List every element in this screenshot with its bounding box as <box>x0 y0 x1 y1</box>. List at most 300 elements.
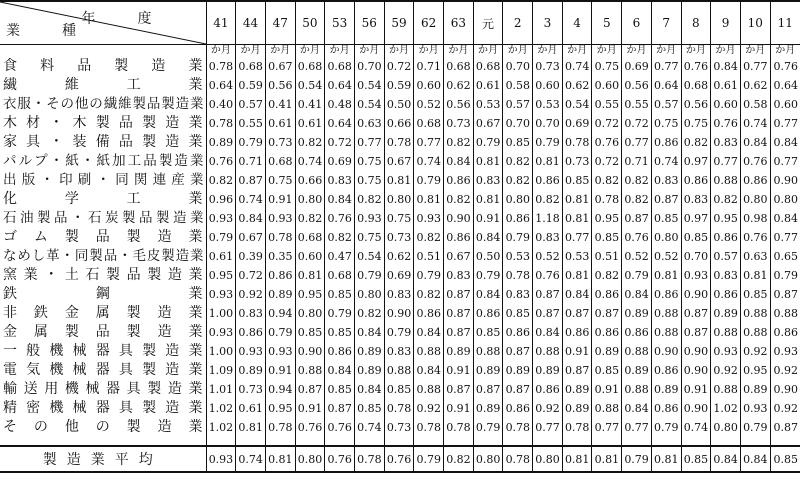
value-cell: 0.91 <box>562 342 592 361</box>
spacer-row <box>0 437 800 446</box>
value-cell: 0.76 <box>740 228 770 247</box>
value-cell: 1.02 <box>206 399 236 418</box>
value-cell: 1.00 <box>206 342 236 361</box>
unit-label: か月 <box>473 45 503 58</box>
unit-label: か月 <box>740 45 770 58</box>
value-cell: 0.62 <box>562 76 592 95</box>
table-row <box>0 152 800 171</box>
value-cell: 0.83 <box>236 304 266 323</box>
unit-row <box>0 45 800 58</box>
value-cell: 0.76 <box>325 209 355 228</box>
value-cell: 0.66 <box>295 171 325 190</box>
value-cell: 1.18 <box>533 209 563 228</box>
value-cell: 0.87 <box>444 323 474 342</box>
spacer-cell <box>651 437 681 446</box>
value-cell: 0.77 <box>651 57 681 76</box>
value-cell: 0.71 <box>414 57 444 76</box>
value-cell: 0.63 <box>740 247 770 266</box>
value-cell: 0.94 <box>265 380 295 399</box>
value-cell: 0.86 <box>651 285 681 304</box>
value-cell: 0.81 <box>414 190 444 209</box>
value-cell: 0.95 <box>711 209 741 228</box>
value-cell: 0.91 <box>265 190 295 209</box>
value-cell: 0.55 <box>592 95 622 114</box>
value-cell: 0.82 <box>681 133 711 152</box>
row-axis-label: 業 種 <box>6 23 90 39</box>
value-cell: 0.88 <box>592 399 622 418</box>
value-cell: 0.79 <box>206 228 236 247</box>
value-cell: 0.54 <box>354 95 384 114</box>
value-cell: 0.61 <box>473 76 503 95</box>
value-cell: 0.82 <box>444 133 474 152</box>
value-cell: 0.84 <box>622 285 652 304</box>
unit-label: か月 <box>681 45 711 58</box>
industry-name: 窯業・土石製品製造業 <box>3 267 203 283</box>
value-cell: 0.91 <box>444 361 474 380</box>
value-cell: 0.76 <box>533 266 563 285</box>
value-cell: 0.70 <box>681 247 711 266</box>
value-cell: 0.91 <box>265 361 295 380</box>
year-header: 59 <box>384 1 414 45</box>
average-value-cell: 0.80 <box>533 446 563 472</box>
value-cell: 0.70 <box>354 57 384 76</box>
value-cell: 0.89 <box>562 399 592 418</box>
value-cell: 0.89 <box>265 285 295 304</box>
value-cell: 0.68 <box>681 76 711 95</box>
value-cell: 0.93 <box>206 209 236 228</box>
average-value-cell: 0.81 <box>265 446 295 472</box>
value-cell: 0.80 <box>711 418 741 437</box>
value-cell: 0.74 <box>414 152 444 171</box>
average-value-cell: 0.81 <box>562 446 592 472</box>
value-cell: 0.69 <box>622 57 652 76</box>
value-cell: 0.73 <box>236 380 266 399</box>
average-value-cell: 0.79 <box>414 446 444 472</box>
value-cell: 0.75 <box>354 228 384 247</box>
average-value-cell: 0.74 <box>236 446 266 472</box>
value-cell: 0.91 <box>295 399 325 418</box>
value-cell: 0.60 <box>533 76 563 95</box>
value-cell: 0.58 <box>740 95 770 114</box>
year-header: 3 <box>533 1 563 45</box>
industry-name: ゴム製品製造業 <box>3 229 203 245</box>
unit-label: か月 <box>770 45 800 58</box>
value-cell: 0.87 <box>325 399 355 418</box>
year-header: 63 <box>444 1 474 45</box>
spacer-cell <box>414 437 444 446</box>
value-cell: 0.81 <box>533 152 563 171</box>
value-cell: 0.78 <box>265 418 295 437</box>
industry-name: なめし革・同製品・毛皮製造業 <box>3 248 203 264</box>
value-cell: 0.87 <box>562 304 592 323</box>
value-cell: 0.86 <box>325 342 355 361</box>
value-cell: 0.81 <box>562 266 592 285</box>
industry-name: 家具・装備品製造業 <box>3 134 203 150</box>
value-cell: 0.86 <box>711 285 741 304</box>
value-cell: 0.56 <box>681 95 711 114</box>
value-cell: 0.80 <box>740 190 770 209</box>
value-cell: 0.61 <box>206 247 236 266</box>
value-cell: 0.60 <box>295 247 325 266</box>
value-cell: 0.84 <box>562 285 592 304</box>
value-cell: 0.90 <box>681 361 711 380</box>
value-cell: 0.88 <box>711 380 741 399</box>
value-cell: 0.68 <box>295 228 325 247</box>
value-cell: 0.82 <box>503 171 533 190</box>
value-cell: 0.87 <box>592 304 622 323</box>
value-cell: 0.82 <box>206 171 236 190</box>
value-cell: 0.79 <box>473 266 503 285</box>
average-value-cell: 0.84 <box>711 446 741 472</box>
value-cell: 0.87 <box>473 380 503 399</box>
industry-name: 出版・印刷・同関連産業 <box>3 172 203 188</box>
value-cell: 0.89 <box>354 361 384 380</box>
value-cell: 0.80 <box>770 190 800 209</box>
value-cell: 0.90 <box>444 209 474 228</box>
spacer-cell <box>473 437 503 446</box>
unit-label: か月 <box>295 45 325 58</box>
value-cell: 0.64 <box>206 76 236 95</box>
value-cell: 0.77 <box>414 133 444 152</box>
value-cell: 0.52 <box>651 247 681 266</box>
value-cell: 0.85 <box>592 228 622 247</box>
value-cell: 0.50 <box>384 95 414 114</box>
value-cell: 0.87 <box>562 361 592 380</box>
value-cell: 0.74 <box>740 114 770 133</box>
table-row <box>0 95 800 114</box>
value-cell: 0.73 <box>384 228 414 247</box>
value-cell: 0.82 <box>592 266 622 285</box>
value-cell: 0.95 <box>592 209 622 228</box>
value-cell: 0.68 <box>265 152 295 171</box>
industry-name: 精密機械器具製造業 <box>3 400 203 416</box>
value-cell: 0.69 <box>325 152 355 171</box>
value-cell: 0.79 <box>265 323 295 342</box>
unit-label: か月 <box>206 45 236 58</box>
value-cell: 0.84 <box>325 361 355 380</box>
value-cell: 0.91 <box>444 399 474 418</box>
value-cell: 0.54 <box>295 76 325 95</box>
spacer-cell <box>236 437 266 446</box>
value-cell: 0.56 <box>265 76 295 95</box>
value-cell: 0.86 <box>533 171 563 190</box>
value-cell: 0.53 <box>503 247 533 266</box>
value-cell: 0.81 <box>740 266 770 285</box>
average-value-cell: 0.93 <box>206 446 236 472</box>
value-cell: 0.81 <box>562 190 592 209</box>
value-cell: 0.82 <box>295 133 325 152</box>
value-cell: 0.79 <box>354 266 384 285</box>
value-cell: 0.72 <box>384 57 414 76</box>
spacer-cell <box>681 437 711 446</box>
value-cell: 0.76 <box>740 152 770 171</box>
value-cell: 0.77 <box>711 152 741 171</box>
spacer-cell <box>295 437 325 446</box>
value-cell: 0.82 <box>444 190 474 209</box>
value-cell: 0.89 <box>651 380 681 399</box>
value-cell: 0.74 <box>295 152 325 171</box>
value-cell: 0.83 <box>711 133 741 152</box>
value-cell: 0.79 <box>770 266 800 285</box>
value-cell: 0.76 <box>295 418 325 437</box>
industry-name: 非鉄金属製造業 <box>3 305 203 321</box>
value-cell: 0.84 <box>711 57 741 76</box>
value-cell: 0.41 <box>265 95 295 114</box>
value-cell: 0.51 <box>592 247 622 266</box>
value-cell: 0.50 <box>473 247 503 266</box>
industry-name: 繊維工業 <box>3 77 203 93</box>
value-cell: 0.86 <box>473 304 503 323</box>
value-cell: 0.81 <box>651 266 681 285</box>
value-cell: 0.53 <box>562 247 592 266</box>
unit-label: か月 <box>354 45 384 58</box>
value-cell: 0.98 <box>740 209 770 228</box>
value-cell: 0.77 <box>592 418 622 437</box>
value-cell: 0.47 <box>325 247 355 266</box>
value-cell: 0.82 <box>295 209 325 228</box>
value-cell: 0.92 <box>533 399 563 418</box>
industry-name: 電気機械器具製造業 <box>3 362 203 378</box>
value-cell: 0.78 <box>265 228 295 247</box>
value-cell: 0.74 <box>354 418 384 437</box>
year-header: 62 <box>414 1 444 45</box>
header-row <box>0 1 800 45</box>
value-cell: 0.84 <box>740 133 770 152</box>
table-row <box>0 304 800 323</box>
average-value-cell: 0.82 <box>444 446 474 472</box>
value-cell: 0.81 <box>473 152 503 171</box>
value-cell: 0.74 <box>681 418 711 437</box>
value-cell: 0.88 <box>651 304 681 323</box>
value-cell: 0.64 <box>325 76 355 95</box>
value-cell: 0.75 <box>354 171 384 190</box>
value-cell: 0.67 <box>236 228 266 247</box>
value-cell: 0.64 <box>651 76 681 95</box>
value-cell: 0.92 <box>414 399 444 418</box>
value-cell: 0.77 <box>562 228 592 247</box>
spacer-cell <box>740 437 770 446</box>
value-cell: 0.84 <box>533 323 563 342</box>
value-cell: 0.84 <box>473 285 503 304</box>
value-cell: 0.89 <box>444 342 474 361</box>
value-cell: 0.92 <box>711 361 741 380</box>
value-cell: 0.84 <box>414 323 444 342</box>
value-cell: 1.00 <box>206 304 236 323</box>
value-cell: 0.90 <box>770 171 800 190</box>
value-cell: 0.66 <box>384 114 414 133</box>
value-cell: 0.78 <box>384 399 414 418</box>
value-cell: 0.87 <box>444 285 474 304</box>
value-cell: 0.88 <box>740 304 770 323</box>
value-cell: 0.68 <box>414 114 444 133</box>
value-cell: 0.74 <box>562 57 592 76</box>
value-cell: 0.75 <box>265 171 295 190</box>
value-cell: 0.85 <box>354 399 384 418</box>
value-cell: 0.79 <box>740 418 770 437</box>
value-cell: 0.79 <box>414 266 444 285</box>
value-cell: 0.95 <box>265 399 295 418</box>
value-cell: 0.69 <box>562 114 592 133</box>
unit-label: か月 <box>711 45 741 58</box>
year-header: 56 <box>354 1 384 45</box>
value-cell: 0.63 <box>354 114 384 133</box>
value-cell: 0.75 <box>354 152 384 171</box>
value-cell: 0.88 <box>740 323 770 342</box>
unit-label: か月 <box>533 45 563 58</box>
value-cell: 0.89 <box>592 342 622 361</box>
value-cell: 0.81 <box>473 190 503 209</box>
value-cell: 0.88 <box>533 342 563 361</box>
value-cell: 0.90 <box>384 304 414 323</box>
value-cell: 0.86 <box>444 171 474 190</box>
value-cell: 0.87 <box>622 209 652 228</box>
value-cell: 0.82 <box>414 285 444 304</box>
value-cell: 0.81 <box>236 418 266 437</box>
industry-name: 衣服・その他の繊維製品製造業 <box>3 96 203 112</box>
value-cell: 0.39 <box>236 247 266 266</box>
value-cell: 0.86 <box>622 323 652 342</box>
unit-label: か月 <box>444 45 474 58</box>
table-row <box>0 285 800 304</box>
value-cell: 0.85 <box>503 304 533 323</box>
value-cell: 0.82 <box>354 190 384 209</box>
value-cell: 1.02 <box>711 399 741 418</box>
average-value-cell: 0.78 <box>354 446 384 472</box>
value-cell: 0.87 <box>503 342 533 361</box>
value-cell: 0.86 <box>770 323 800 342</box>
value-cell: 0.60 <box>592 76 622 95</box>
value-cell: 0.71 <box>622 152 652 171</box>
average-row <box>0 446 800 472</box>
value-cell: 0.62 <box>740 76 770 95</box>
value-cell: 0.77 <box>622 133 652 152</box>
value-cell: 0.70 <box>503 114 533 133</box>
value-cell: 0.81 <box>562 209 592 228</box>
unit-label: か月 <box>384 45 414 58</box>
value-cell: 0.77 <box>770 114 800 133</box>
unit-label: か月 <box>325 45 355 58</box>
value-cell: 0.76 <box>770 57 800 76</box>
value-cell: 0.78 <box>562 133 592 152</box>
industry-name: 金属製品製造業 <box>3 324 203 340</box>
value-cell: 0.80 <box>354 285 384 304</box>
value-cell: 0.93 <box>236 342 266 361</box>
value-cell: 0.92 <box>236 285 266 304</box>
value-cell: 0.92 <box>770 361 800 380</box>
value-cell: 1.09 <box>206 361 236 380</box>
value-cell: 0.87 <box>651 190 681 209</box>
value-cell: 0.64 <box>770 76 800 95</box>
value-cell: 0.73 <box>533 57 563 76</box>
value-cell: 0.82 <box>622 190 652 209</box>
value-cell: 0.80 <box>651 228 681 247</box>
value-cell: 0.51 <box>414 247 444 266</box>
value-cell: 0.79 <box>384 323 414 342</box>
value-cell: 0.79 <box>473 418 503 437</box>
value-cell: 0.86 <box>562 323 592 342</box>
year-header: 44 <box>236 1 266 45</box>
value-cell: 0.68 <box>236 57 266 76</box>
value-cell: 0.79 <box>622 266 652 285</box>
year-header: 7 <box>651 1 681 45</box>
value-cell: 0.68 <box>295 57 325 76</box>
industry-name: 石油製品・石炭製品製造業 <box>3 210 203 226</box>
value-cell: 0.75 <box>651 114 681 133</box>
year-header: 6 <box>622 1 652 45</box>
value-cell: 0.57 <box>236 95 266 114</box>
value-cell: 0.71 <box>236 152 266 171</box>
average-value-cell: 0.78 <box>503 446 533 472</box>
value-cell: 0.79 <box>533 133 563 152</box>
value-cell: 0.55 <box>236 114 266 133</box>
value-cell: 0.52 <box>622 247 652 266</box>
value-cell: 0.85 <box>295 323 325 342</box>
industry-name: 輸送用機械器具製造業 <box>3 381 203 397</box>
value-cell: 0.83 <box>384 285 414 304</box>
value-cell: 0.82 <box>414 228 444 247</box>
value-cell: 0.56 <box>444 95 474 114</box>
value-cell: 0.86 <box>533 380 563 399</box>
value-cell: 0.83 <box>533 228 563 247</box>
value-cell: 0.84 <box>325 190 355 209</box>
value-cell: 0.72 <box>236 266 266 285</box>
value-cell: 0.77 <box>622 418 652 437</box>
value-cell: 0.73 <box>444 114 474 133</box>
value-cell: 0.86 <box>651 133 681 152</box>
year-header: 9 <box>711 1 741 45</box>
value-cell: 0.79 <box>325 304 355 323</box>
table-row <box>0 228 800 247</box>
spacer-cell <box>325 437 355 446</box>
value-cell: 0.90 <box>770 380 800 399</box>
value-cell: 0.81 <box>384 171 414 190</box>
value-cell: 0.86 <box>592 285 622 304</box>
value-cell: 0.87 <box>503 380 533 399</box>
value-cell: 0.70 <box>533 114 563 133</box>
value-cell: 0.87 <box>533 285 563 304</box>
value-cell: 0.86 <box>503 399 533 418</box>
value-cell: 0.88 <box>295 361 325 380</box>
year-header: 4 <box>562 1 592 45</box>
value-cell: 0.93 <box>740 399 770 418</box>
value-cell: 0.54 <box>354 76 384 95</box>
value-cell: 0.85 <box>384 380 414 399</box>
value-cell: 0.87 <box>770 285 800 304</box>
industry-name: 食料品製造業 <box>3 58 203 74</box>
value-cell: 0.77 <box>354 133 384 152</box>
industry-name: その他の製造業 <box>3 419 203 435</box>
value-cell: 0.84 <box>236 209 266 228</box>
value-cell: 0.89 <box>206 133 236 152</box>
value-cell: 0.97 <box>681 209 711 228</box>
table-row <box>0 323 800 342</box>
value-cell: 0.60 <box>770 95 800 114</box>
value-cell: 0.83 <box>325 171 355 190</box>
value-cell: 0.78 <box>414 418 444 437</box>
value-cell: 1.01 <box>206 380 236 399</box>
value-cell: 0.94 <box>265 304 295 323</box>
value-cell: 0.89 <box>473 361 503 380</box>
value-cell: 0.57 <box>503 95 533 114</box>
table-row <box>0 247 800 266</box>
value-cell: 0.60 <box>711 95 741 114</box>
value-cell: 0.52 <box>533 247 563 266</box>
value-cell: 0.86 <box>503 323 533 342</box>
table-row <box>0 399 800 418</box>
value-cell: 0.72 <box>592 114 622 133</box>
value-cell: 0.79 <box>414 171 444 190</box>
year-header: 50 <box>295 1 325 45</box>
